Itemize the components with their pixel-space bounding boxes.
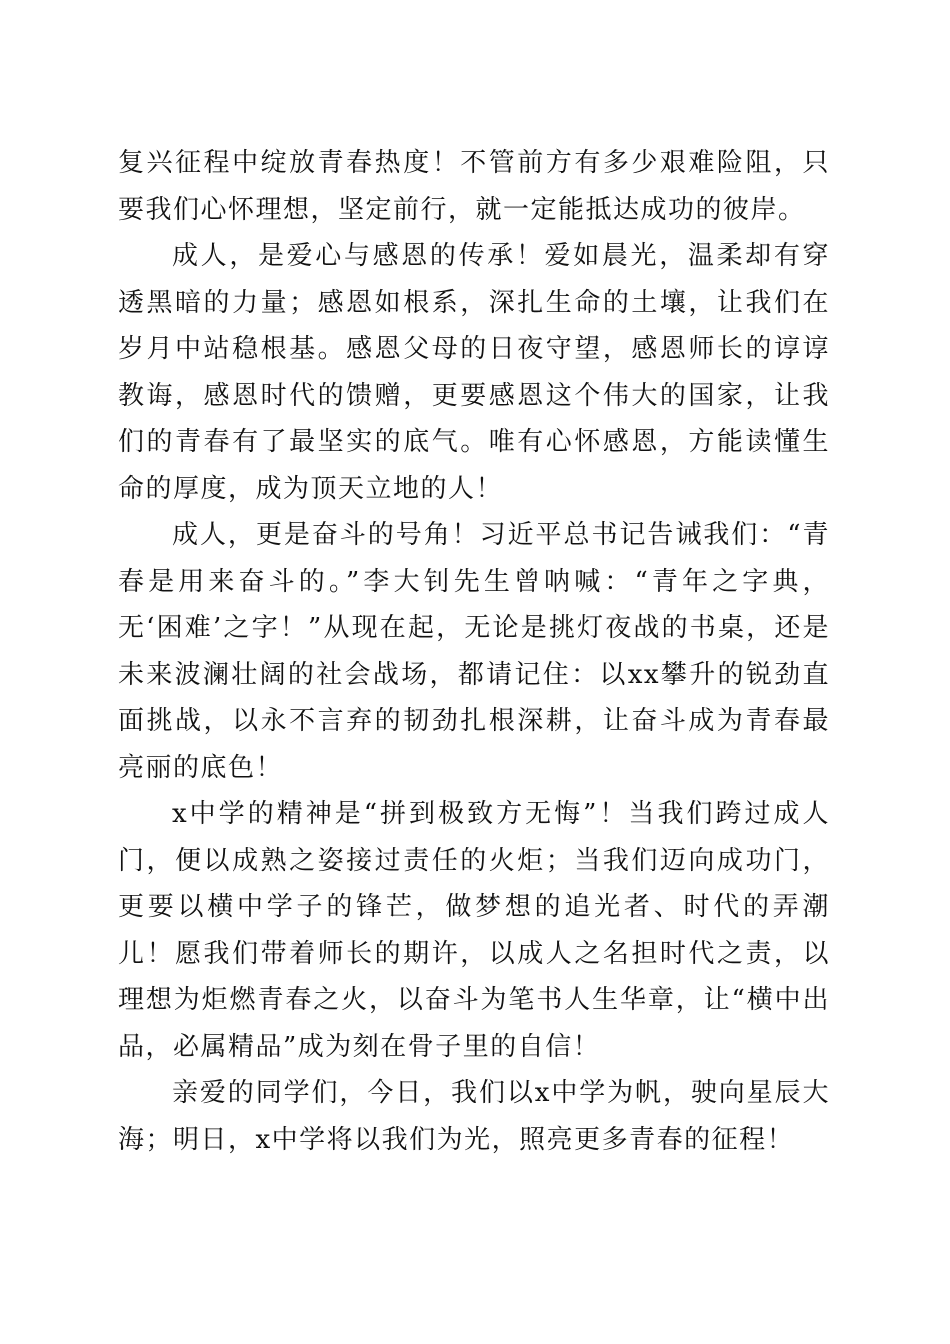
paragraph-1: 复兴征程中绽放青春热度！不管前方有多少艰难险阻，只要我们心怀理想，坚定前行，就一定能抵达成功的彼岸。 xyxy=(118,148,830,225)
paragraph-4: x中学的精神是“拼到极致方无悔”！当我们跨过成人门，便以成熟之姿接过责任的火炬；当我们迈向成功门，更要以横中学子的锋芒，做梦想的追光者、时代的弄潮儿！愿我们带着师长的期许，以成人之名担时代之责，以理想为炬燃青春之火，以奋斗为笔书人生华章，让“横中出品，必属精品”成为刻在骨子里的自信！ xyxy=(118,799,830,1062)
paragraph-3: 成人，更是奋斗的号角！习近平总书记告诫我们：“青春是用来奋斗的。”李大钊先生曾呐喊：“青年之字典，无‘困难’之字！”从现在起，无论是挑灯夜战的书桌，还是未来波澜壮阔的社会战场，都请记住：以xx攀升的锐劲直面挑战，以永不言弃的韧劲扎根深耕，让奋斗成为青春最亮丽的底色！ xyxy=(118,520,830,783)
paragraph-2: 成人，是爱心与感恩的传承！爱如晨光，温柔却有穿透黑暗的力量；感恩如根系，深扎生命的土壤，让我们在岁月中站稳根基。感恩父母的日夜守望，感恩师长的谆谆教诲，感恩时代的馈赠，更要感恩这个伟大的国家，让我们的青春有了最坚实的底气。唯有心怀感恩，方能读懂生命的厚度，成为顶天立地的人！ xyxy=(118,241,830,504)
document-body xyxy=(118,140,830,1163)
paragraph-5: 亲爱的同学们，今日，我们以x中学为帆，驶向星辰大海；明日，x中学将以我们为光，照亮更多青春的征程！ xyxy=(118,1078,830,1155)
